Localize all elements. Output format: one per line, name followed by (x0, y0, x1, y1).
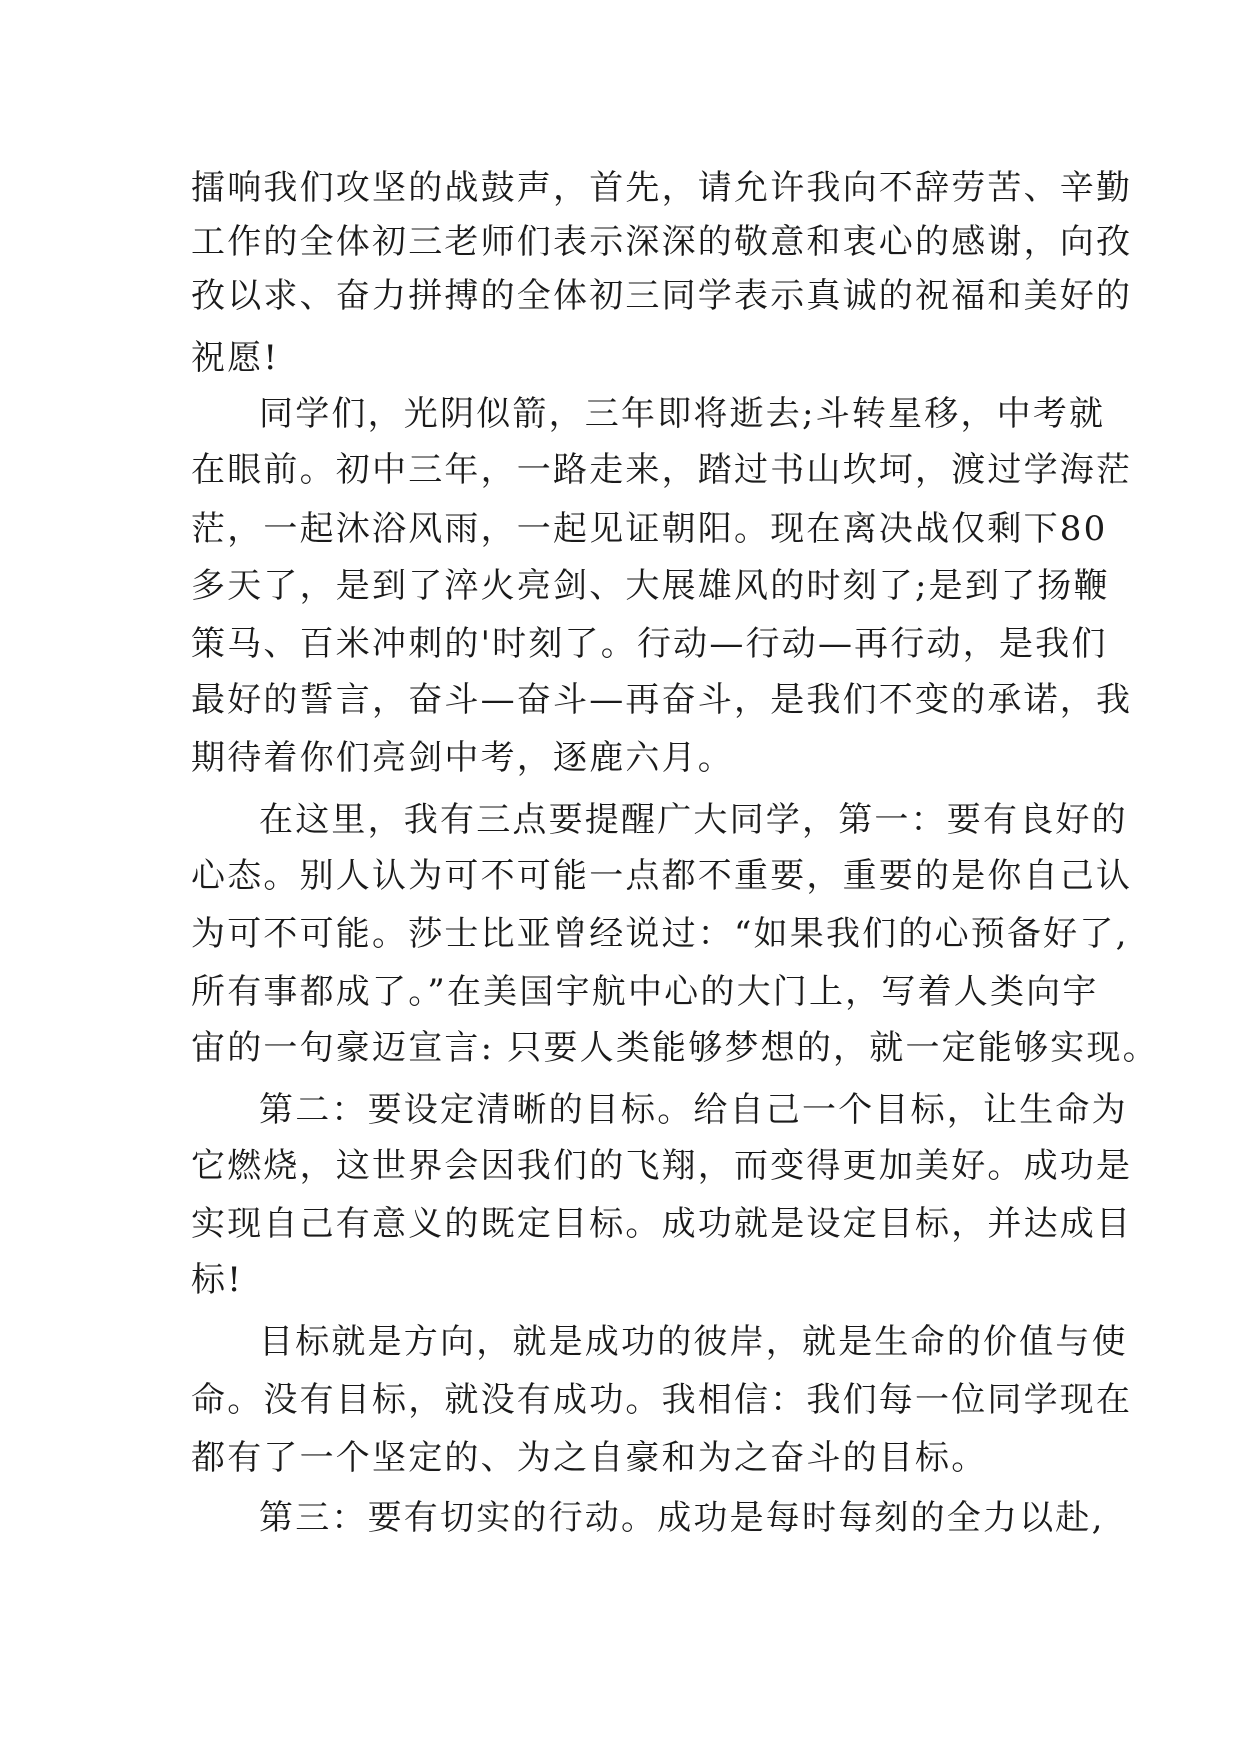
text-line: 心态。别人认为可不可能一点都不重要，重要的是你自己认 (191, 856, 1133, 896)
text-line: 标! (191, 1260, 244, 1300)
text-line: 孜以求、奋力拼搏的全体初三同学表示真诚的祝福和美好的 (191, 276, 1133, 316)
text-line: 擂响我们攻坚的战鼓声，首先，请允许我向不辞劳苦、辛勤 (191, 168, 1133, 208)
text-line: 都有了一个坚定的、为之自豪和为之奋斗的目标。 (191, 1438, 988, 1478)
text-line: 茫，一起沐浴风雨，一起见证朝阳。现在离决战仅剩下80 (191, 509, 1108, 549)
text-line: 第三：要有切实的行动。成功是每时每刻的全力以赴, (259, 1498, 1105, 1538)
text-line: 策马、百米冲刺的'时刻了。行动—行动—再行动，是我们 (191, 624, 1108, 664)
text-line: 最好的誓言，奋斗—奋斗—再奋斗，是我们不变的承诺，我 (191, 680, 1133, 720)
text-line: 宙的一句豪迈宣言: 只要人类能够梦想的，就一定能够实现。 (191, 1028, 1159, 1068)
text-line: 它燃烧，这世界会因我们的飞翔，而变得更加美好。成功是 (191, 1146, 1133, 1186)
text-line: 同学们，光阴似箭，三年即将逝去;斗转星移，中考就 (259, 394, 1106, 434)
text-line: 第二：要设定清晰的目标。给自己一个目标，让生命为 (259, 1090, 1128, 1130)
text-line: 祝愿! (191, 338, 280, 378)
text-line: 多天了，是到了淬火亮剑、大展雄风的时刻了;是到了扬鞭 (191, 566, 1110, 606)
text-line: 为可不可能。莎士比亚曾经说过：“如果我们的心预备好了, (191, 914, 1129, 954)
text-line: 工作的全体初三老师们表示深深的敬意和衷心的感谢，向孜 (191, 222, 1133, 262)
text-line: 在这里，我有三点要提醒广大同学，第一：要有良好的 (259, 800, 1128, 840)
text-line: 实现自己有意义的既定目标。成功就是设定目标，并达成目 (191, 1204, 1133, 1244)
text-line: 在眼前。初中三年，一路走来，踏过书山坎坷，渡过学海茫 (191, 450, 1133, 490)
text-line: 期待着你们亮剑中考，逐鹿六月。 (191, 738, 734, 778)
text-line: 命。没有目标，就没有成功。我相信：我们每一位同学现在 (191, 1380, 1133, 1420)
text-line: 目标就是方向，就是成功的彼岸，就是生命的价值与使 (259, 1322, 1128, 1362)
text-line: 所有事都成了。”在美国宇航中心的大门上，写着人类向宇 (191, 972, 1099, 1012)
